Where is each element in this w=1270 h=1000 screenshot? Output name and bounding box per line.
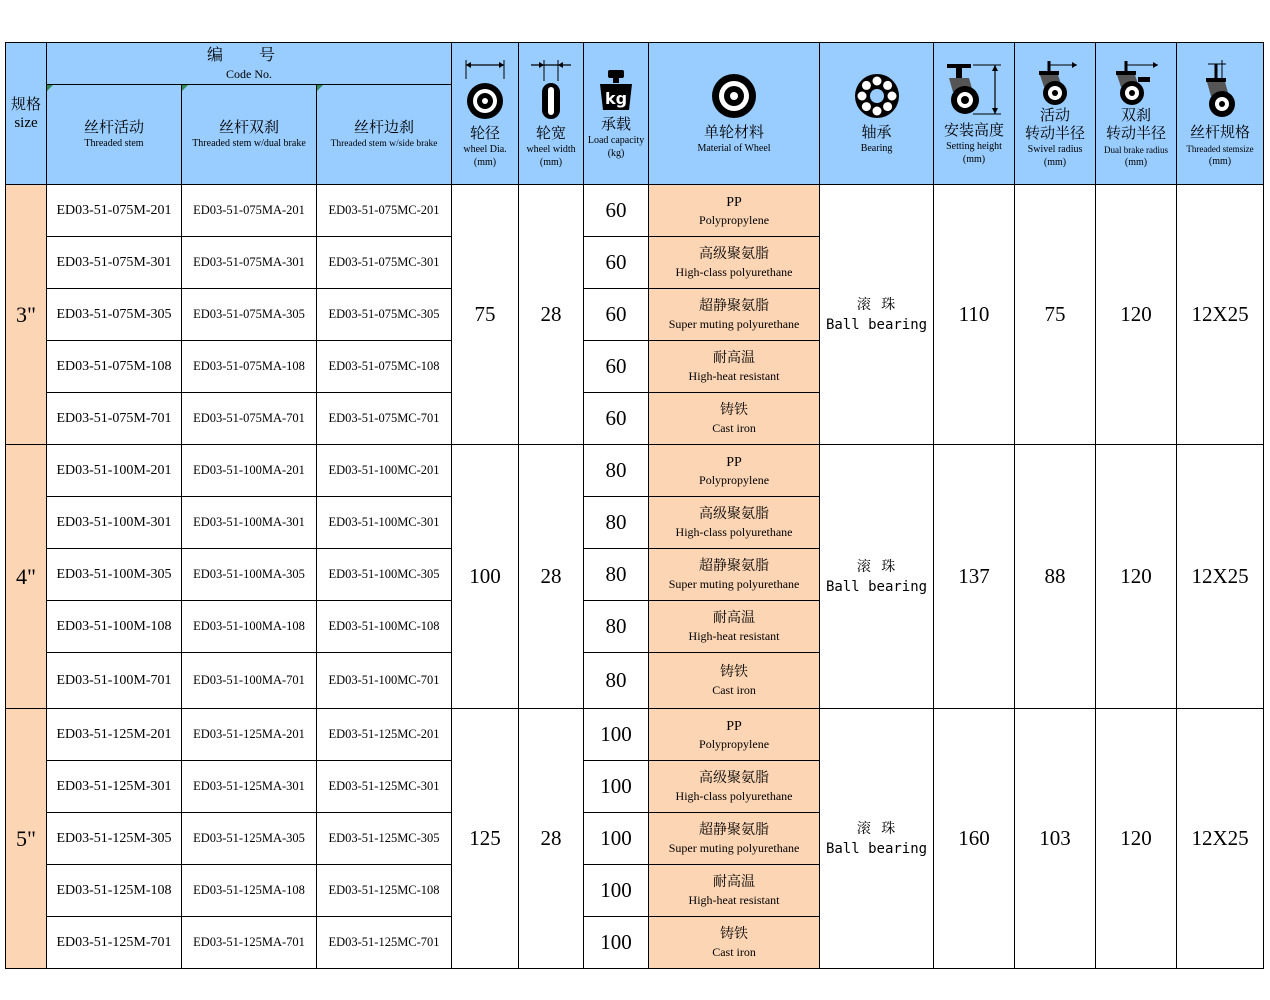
code-col-cn: 丝杆双刹 xyxy=(218,119,279,136)
spec-header-unit: (mm) xyxy=(1043,156,1067,168)
spec-header-en: Dual brake radius xyxy=(1104,144,1169,155)
code-side-brake: ED03-51-075MC-305 xyxy=(317,289,452,341)
code-threaded-stem: ED03-51-125M-305 xyxy=(47,813,182,865)
material-en: Cast iron xyxy=(712,682,756,697)
material-en: High-class polyurethane xyxy=(675,788,793,803)
wheel-material-cell xyxy=(649,237,820,289)
material-en: Super muting polyurethane xyxy=(668,316,800,331)
dual-brake-radius-cell: 120 xyxy=(1096,445,1177,709)
wheel-material-cell xyxy=(649,709,820,761)
bearing-header xyxy=(820,43,934,185)
spec-header-en: Load capacity xyxy=(587,134,645,146)
table-row xyxy=(6,185,1264,237)
load-capacity-cell: 80 xyxy=(584,653,649,709)
wheel-material-cell xyxy=(649,865,820,917)
setting-height-cell: 137 xyxy=(934,445,1015,709)
swivel-radius-header xyxy=(1015,43,1096,185)
wheel-material-icon xyxy=(710,72,758,120)
load-capacity-cell: 80 xyxy=(584,549,649,601)
dual-brake-radius-header xyxy=(1096,43,1177,185)
spec-header-unit: (kg) xyxy=(607,147,625,159)
wheel-diameter-cell: 125 xyxy=(452,709,519,969)
load-capacity-cell: 80 xyxy=(584,601,649,653)
size-header xyxy=(6,43,47,185)
load-capacity-cell: 60 xyxy=(584,341,649,393)
table-row xyxy=(6,445,1264,497)
code-col-cn: 丝杆活动 xyxy=(83,119,144,136)
wheel-material-cell xyxy=(649,393,820,445)
wheel-diameter-cell: 75 xyxy=(452,185,519,445)
code-col-header xyxy=(182,85,317,185)
size-header-cn: 规格 xyxy=(10,96,41,113)
code-dual-brake: ED03-51-125MA-108 xyxy=(182,865,317,917)
spec-header-unit: (mm) xyxy=(473,156,497,168)
material-en: High-class polyurethane xyxy=(675,524,793,539)
code-threaded-stem: ED03-51-075M-701 xyxy=(47,393,182,445)
code-dual-brake: ED03-51-100MA-701 xyxy=(182,653,317,709)
code-dual-brake: ED03-51-100MA-301 xyxy=(182,497,317,549)
material-en: Super muting polyurethane xyxy=(668,840,800,855)
table-body xyxy=(6,185,1264,969)
spec-header-en: Material of Wheel xyxy=(697,142,771,154)
swivel-radius-cell: 103 xyxy=(1015,709,1096,969)
material-cn: PP xyxy=(726,718,742,734)
stem-size-cell: 12X25 xyxy=(1177,709,1264,969)
load-capacity-cell: 100 xyxy=(584,865,649,917)
bearing-cell xyxy=(820,185,934,445)
code-dual-brake: ED03-51-125MA-305 xyxy=(182,813,317,865)
load-capacity-cell: 100 xyxy=(584,709,649,761)
load-capacity-cell: 80 xyxy=(584,445,649,497)
wheel-width-cell: 28 xyxy=(519,445,584,709)
bearing-en: Ball bearing xyxy=(825,316,928,333)
wheel-material-cell xyxy=(649,601,820,653)
material-cn: PP xyxy=(726,194,742,210)
spec-header-en: wheel width xyxy=(526,143,576,155)
code-side-brake: ED03-51-125MC-701 xyxy=(317,917,452,969)
code-side-brake: ED03-51-125MC-301 xyxy=(317,761,452,813)
material-en: Polypropylene xyxy=(699,212,770,227)
code-dual-brake: ED03-51-075MA-201 xyxy=(182,185,317,237)
wheel-diameter-icon xyxy=(463,59,507,121)
code-side-brake: ED03-51-125MC-108 xyxy=(317,865,452,917)
spec-header-cn: 轮宽 xyxy=(536,125,567,142)
wheel-material-cell xyxy=(649,445,820,497)
code-side-brake: ED03-51-075MC-301 xyxy=(317,237,452,289)
code-side-brake: ED03-51-075MC-201 xyxy=(317,185,452,237)
code-threaded-stem: ED03-51-075M-305 xyxy=(47,289,182,341)
bearing-en: Ball bearing xyxy=(825,578,928,595)
caster-brake-icon xyxy=(1108,59,1164,107)
ball-bearing-icon xyxy=(853,72,901,120)
material-en: Polypropylene xyxy=(699,472,770,487)
material-cn: 超静聚氨脂 xyxy=(699,822,770,838)
stem-size-header xyxy=(1177,43,1264,185)
code-side-brake: ED03-51-125MC-201 xyxy=(317,709,452,761)
wheel-width-header xyxy=(519,43,584,185)
spec-header-en: Swivel radius xyxy=(1027,143,1083,155)
code-dual-brake: ED03-51-075MA-305 xyxy=(182,289,317,341)
code-dual-brake: ED03-51-075MA-701 xyxy=(182,393,317,445)
code-threaded-stem: ED03-51-100M-108 xyxy=(47,601,182,653)
material-en: High-heat resistant xyxy=(688,892,780,907)
caster-spec-table xyxy=(5,42,1264,969)
material-en: Polypropylene xyxy=(699,736,770,751)
material-cn: 高级聚氨脂 xyxy=(699,246,770,262)
code-group-cn: 编 号 xyxy=(207,46,292,64)
code-side-brake: ED03-51-075MC-701 xyxy=(317,393,452,445)
stem-size-cell: 12X25 xyxy=(1177,185,1264,445)
code-col-en: Threaded stem w/side brake xyxy=(330,138,438,149)
wheel-material-cell xyxy=(649,497,820,549)
code-col-header xyxy=(47,85,182,185)
table-row xyxy=(6,709,1264,761)
code-side-brake: ED03-51-100MC-305 xyxy=(317,549,452,601)
material-cn: 高级聚氨脂 xyxy=(699,506,770,522)
spec-header-cn: 双刹 转动半径 xyxy=(1106,107,1167,142)
code-group-en: Code No. xyxy=(226,66,273,81)
caster-height-icon xyxy=(939,62,1009,118)
bearing-cell xyxy=(820,445,934,709)
size-cell: 3" xyxy=(6,185,47,445)
load-capacity-cell: 100 xyxy=(584,813,649,865)
code-threaded-stem: ED03-51-125M-701 xyxy=(47,917,182,969)
caster-stem-icon xyxy=(1192,60,1248,120)
material-cn: 铸铁 xyxy=(720,402,749,418)
wheel-material-cell xyxy=(649,185,820,237)
code-threaded-stem: ED03-51-100M-305 xyxy=(47,549,182,601)
code-side-brake: ED03-51-100MC-108 xyxy=(317,601,452,653)
material-cn: 超静聚氨脂 xyxy=(699,298,770,314)
wheel-material-cell xyxy=(649,549,820,601)
load-capacity-cell: 100 xyxy=(584,761,649,813)
spec-header-unit: (mm) xyxy=(1208,155,1232,167)
code-dual-brake: ED03-51-075MA-108 xyxy=(182,341,317,393)
size-header-en: size xyxy=(14,114,38,131)
code-threaded-stem: ED03-51-100M-201 xyxy=(47,445,182,497)
code-dual-brake: ED03-51-125MA-301 xyxy=(182,761,317,813)
code-threaded-stem: ED03-51-075M-301 xyxy=(47,237,182,289)
code-threaded-stem: ED03-51-125M-108 xyxy=(47,865,182,917)
spec-header-cn: 轮径 xyxy=(470,125,501,142)
code-side-brake: ED03-51-100MC-201 xyxy=(317,445,452,497)
spec-header-cn: 单轮材料 xyxy=(704,124,765,141)
code-col-en: Threaded stem w/dual brake xyxy=(192,137,306,149)
bearing-cn: 滚 珠 xyxy=(856,296,897,313)
code-side-brake: ED03-51-075MC-108 xyxy=(317,341,452,393)
setting-height-header xyxy=(934,43,1015,185)
load-capacity-cell: 60 xyxy=(584,393,649,445)
material-en: Super muting polyurethane xyxy=(668,576,800,591)
spec-header-en: Threaded stemsize xyxy=(1186,143,1254,154)
code-threaded-stem: ED03-51-125M-301 xyxy=(47,761,182,813)
material-cn: 高级聚氨脂 xyxy=(699,770,770,786)
wheel-width-icon xyxy=(529,59,573,121)
wheel-material-cell xyxy=(649,761,820,813)
material-en: Cast iron xyxy=(712,944,756,959)
load-capacity-cell: 60 xyxy=(584,185,649,237)
spec-header-en: wheel Dia. xyxy=(463,143,507,155)
code-dual-brake: ED03-51-100MA-305 xyxy=(182,549,317,601)
code-dual-brake: ED03-51-100MA-201 xyxy=(182,445,317,497)
dual-brake-radius-cell: 120 xyxy=(1096,709,1177,969)
size-cell: 4" xyxy=(6,445,47,709)
material-cn: PP xyxy=(726,454,742,470)
material-cn: 铸铁 xyxy=(720,926,749,942)
material-cn: 耐高温 xyxy=(713,350,756,366)
bearing-cell xyxy=(820,709,934,969)
code-col-header xyxy=(317,85,452,185)
size-cell: 5" xyxy=(6,709,47,969)
material-cn: 耐高温 xyxy=(713,610,756,626)
code-dual-brake: ED03-51-100MA-108 xyxy=(182,601,317,653)
material-en: Cast iron xyxy=(712,420,756,435)
material-en: High-heat resistant xyxy=(688,368,780,383)
code-threaded-stem: ED03-51-075M-201 xyxy=(47,185,182,237)
code-side-brake: ED03-51-100MC-701 xyxy=(317,653,452,709)
load-capacity-cell: 80 xyxy=(584,497,649,549)
dual-brake-radius-cell: 120 xyxy=(1096,185,1177,445)
code-side-brake: ED03-51-125MC-305 xyxy=(317,813,452,865)
load-weight-icon xyxy=(596,68,636,112)
material-en: High-heat resistant xyxy=(688,628,780,643)
material-cn: 铸铁 xyxy=(720,664,749,680)
wheel-width-cell: 28 xyxy=(519,185,584,445)
spec-header-cn: 承载 xyxy=(601,116,632,133)
code-col-en: Threaded stem xyxy=(84,137,144,149)
bearing-cn: 滚 珠 xyxy=(856,558,897,575)
swivel-radius-cell: 88 xyxy=(1015,445,1096,709)
spec-header-cn: 安装高度 xyxy=(944,122,1005,139)
load-capacity-cell: 100 xyxy=(584,917,649,969)
wheel-material-cell xyxy=(649,813,820,865)
wheel-diameter-header xyxy=(452,43,519,185)
code-dual-brake: ED03-51-125MA-201 xyxy=(182,709,317,761)
load-capacity-cell: 60 xyxy=(584,289,649,341)
wheel-diameter-cell: 100 xyxy=(452,445,519,709)
code-threaded-stem: ED03-51-075M-108 xyxy=(47,341,182,393)
setting-height-cell: 160 xyxy=(934,709,1015,969)
stem-size-cell: 12X25 xyxy=(1177,445,1264,709)
spec-header-en: Bearing xyxy=(860,142,893,154)
code-side-brake: ED03-51-100MC-301 xyxy=(317,497,452,549)
load-capacity-cell: 60 xyxy=(584,237,649,289)
spec-header-unit: (mm) xyxy=(962,153,986,165)
code-dual-brake: ED03-51-125MA-701 xyxy=(182,917,317,969)
swivel-radius-cell: 75 xyxy=(1015,185,1096,445)
code-threaded-stem: ED03-51-100M-701 xyxy=(47,653,182,709)
material-cn: 超静聚氨脂 xyxy=(699,558,770,574)
load-capacity-header xyxy=(584,43,649,185)
svg-text:kg: kg xyxy=(604,88,628,108)
spec-header-unit: (mm) xyxy=(1124,156,1148,168)
wheel-material-cell xyxy=(649,341,820,393)
material-en: High-class polyurethane xyxy=(675,264,793,279)
code-group-header xyxy=(47,43,452,85)
wheel-material-cell xyxy=(649,289,820,341)
spec-header-cn: 轴承 xyxy=(861,124,892,141)
wheel-width-cell: 28 xyxy=(519,709,584,969)
wheel-material-header xyxy=(649,43,820,185)
material-cn: 耐高温 xyxy=(713,874,756,890)
code-dual-brake: ED03-51-075MA-301 xyxy=(182,237,317,289)
bearing-cn: 滚 珠 xyxy=(856,820,897,837)
bearing-en: Ball bearing xyxy=(825,840,928,857)
spec-header-cn: 丝杆规格 xyxy=(1190,124,1251,141)
caster-swivel-icon xyxy=(1027,59,1083,107)
spec-header-cn: 活动 转动半径 xyxy=(1025,107,1086,142)
spec-header-unit: (mm) xyxy=(539,156,563,168)
code-col-cn: 丝杆边刹 xyxy=(354,119,415,136)
code-threaded-stem: ED03-51-100M-301 xyxy=(47,497,182,549)
spec-header-en: Setting height xyxy=(946,140,1002,152)
wheel-material-cell xyxy=(649,653,820,709)
wheel-material-cell xyxy=(649,917,820,969)
setting-height-cell: 110 xyxy=(934,185,1015,445)
code-threaded-stem: ED03-51-125M-201 xyxy=(47,709,182,761)
